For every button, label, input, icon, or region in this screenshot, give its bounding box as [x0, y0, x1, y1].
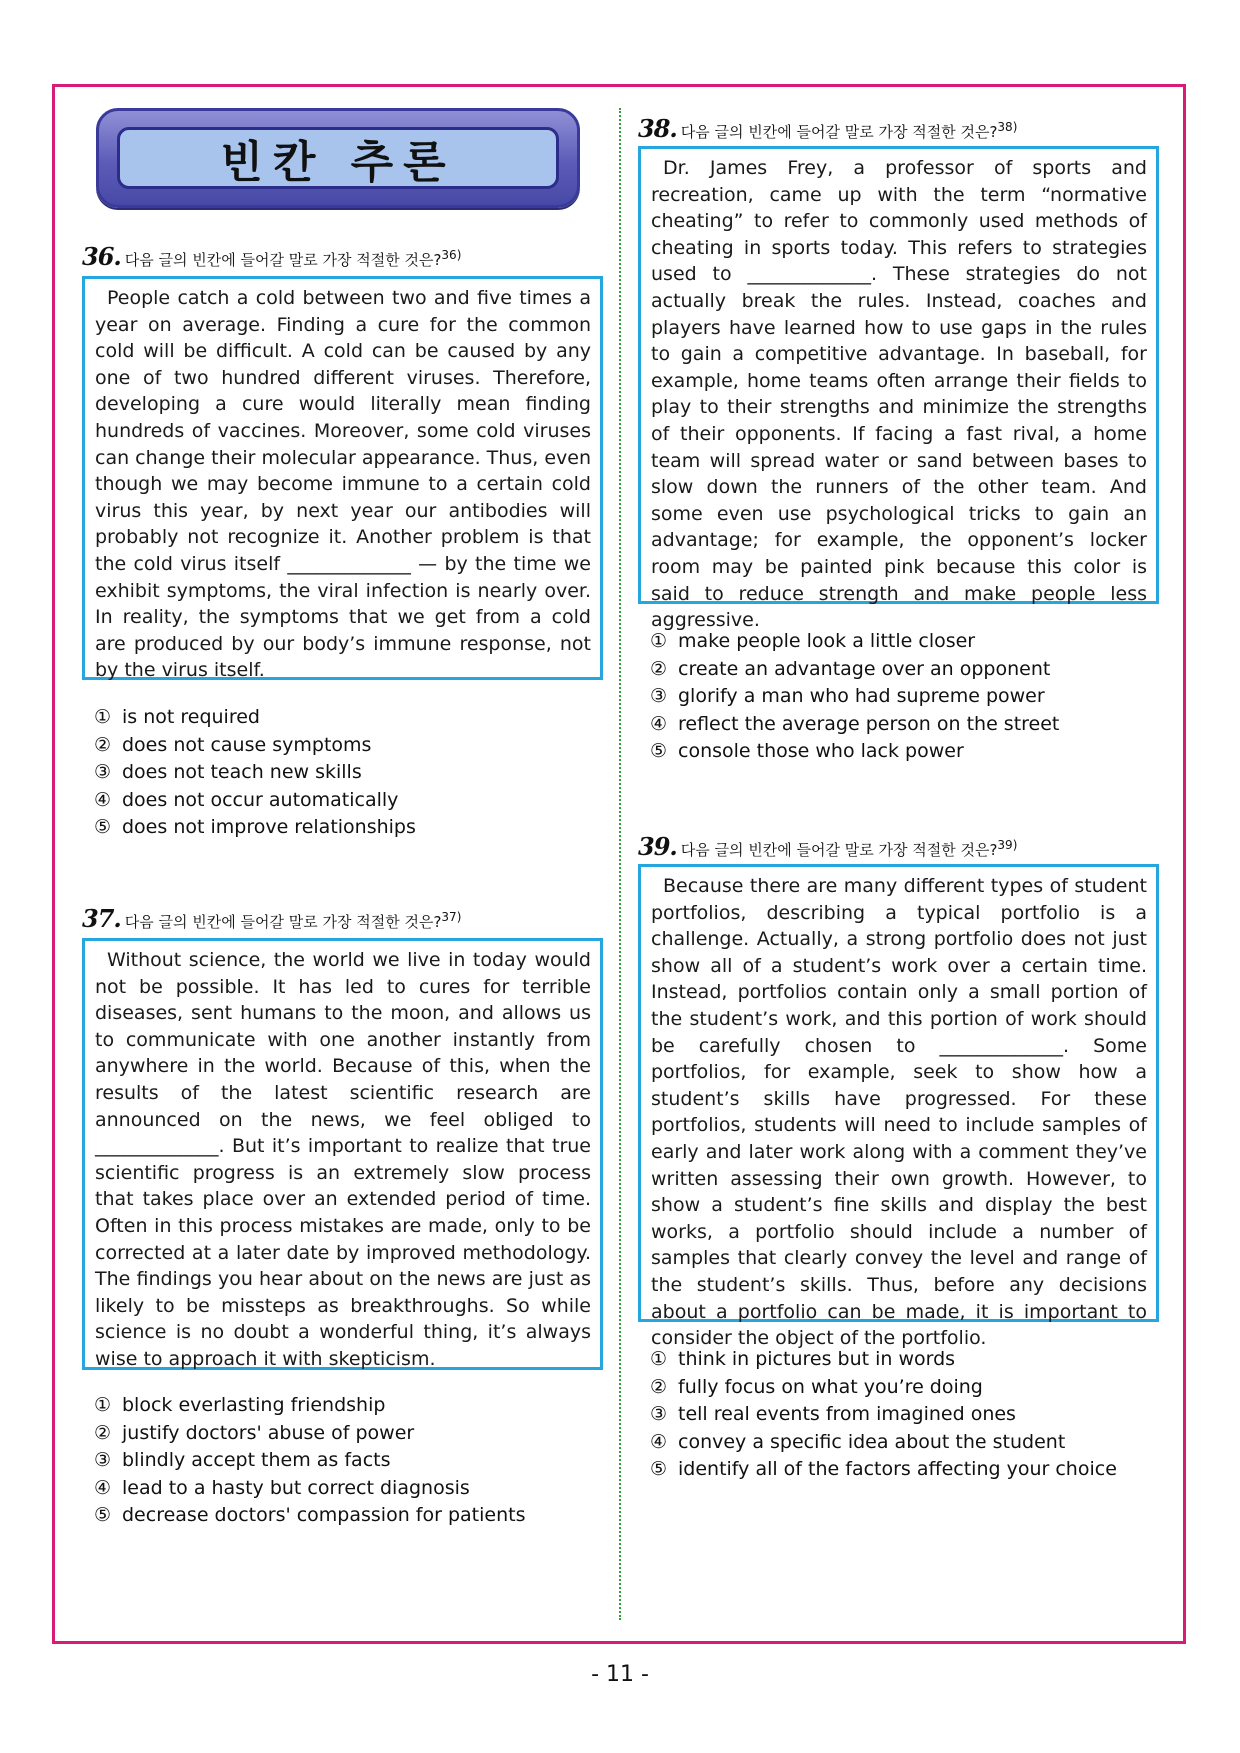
choice-number: ① — [650, 630, 668, 652]
question-36-note: 36) — [441, 248, 462, 262]
question-37-choice-3[interactable] — [94, 1447, 525, 1475]
choice-text: make people look a little closer — [678, 630, 976, 652]
question-39-note: 39) — [997, 838, 1018, 852]
choice-number: ④ — [94, 1476, 112, 1499]
choice-number: ② — [650, 1375, 668, 1398]
question-39-choice-1[interactable] — [650, 1346, 1117, 1374]
question-39-choice-5[interactable] — [650, 1456, 1117, 1484]
question-36-choice-5[interactable] — [94, 814, 416, 842]
question-38-instruction: 다음 글의 빈칸에 들어갈 말로 가장 적절한 것은? — [680, 123, 998, 141]
choice-number: ② — [94, 733, 112, 756]
question-38-choice-1[interactable] — [650, 628, 1059, 656]
question-37-choice-4[interactable] — [94, 1475, 525, 1503]
question-37-instruction: 다음 글의 빈칸에 들어갈 말로 가장 적절한 것은? — [124, 913, 442, 931]
choice-text: create an advantage over an opponent — [678, 657, 1051, 680]
choice-text: does not teach new skills — [122, 761, 362, 783]
question-36-choice-4[interactable] — [94, 787, 416, 815]
choice-text: reflect the average person on the street — [678, 712, 1060, 735]
question-39-instruction: 다음 글의 빈칸에 들어갈 말로 가장 적절한 것은? — [680, 841, 998, 859]
question-38-choice-4[interactable] — [650, 711, 1059, 739]
choice-number: ③ — [94, 761, 112, 783]
choice-text: does not cause symptoms — [122, 733, 372, 756]
choice-text: justify doctors' abuse of power — [122, 1421, 415, 1444]
choice-text: convey a specific idea about the student — [678, 1430, 1066, 1453]
question-39-passage-box — [638, 864, 1159, 1350]
choice-number: ② — [94, 1421, 112, 1444]
question-37-number: 37. — [82, 904, 121, 933]
choice-number: ③ — [650, 1403, 668, 1425]
question-38-passage-box — [638, 146, 1159, 632]
question-39-number: 39. — [638, 832, 677, 861]
question-36-header — [82, 242, 461, 271]
question-39-choice-3[interactable] — [650, 1401, 1117, 1429]
choice-number: ② — [650, 657, 668, 680]
choice-text: glorify a man who had supreme power — [678, 685, 1045, 707]
choice-number: ③ — [650, 685, 668, 707]
question-36-passage: People catch a cold between two and five times a year on average. Finding a cure for the common cold will be difficult. A cold can be caused by any one of two hundred different viruses. Therefore, developing a cure would literally mean finding hundreds of vaccines. Moreover, some cold viruses can change their molecular appearance. Thus, even though we may become immune to a certain cold virus this year, by next year our antibodies will probably not recognize it. Another problem is that the cold virus itself _____________ — by the time we exhibit symptoms, the viral infection is nearly over. In reality, the symptoms that we get from a cold are produced by our body’s immune response, not by the virus itself. — [95, 287, 591, 682]
choice-text: think in pictures but in words — [678, 1348, 956, 1370]
choice-number: ⑤ — [650, 1458, 668, 1480]
choice-number: ④ — [650, 1430, 668, 1453]
question-36-choice-1[interactable] — [94, 704, 416, 732]
question-39-choice-2[interactable] — [650, 1374, 1117, 1402]
question-37-header — [82, 904, 461, 933]
question-38-choice-2[interactable] — [650, 656, 1059, 684]
column-divider — [619, 108, 621, 1620]
question-37-note: 37) — [441, 910, 462, 924]
choice-text: tell real events from imagined ones — [678, 1403, 1016, 1425]
question-38-header — [638, 114, 1017, 143]
choice-number: ① — [650, 1348, 668, 1370]
choice-number: ① — [94, 706, 112, 728]
question-36-number: 36. — [82, 242, 121, 271]
choice-text: blindly accept them as facts — [122, 1449, 391, 1471]
page-number: - 11 - — [591, 1662, 649, 1687]
choice-text: block everlasting friendship — [122, 1394, 386, 1416]
choice-number: ⑤ — [94, 1504, 112, 1526]
section-banner — [96, 108, 580, 208]
choice-number: ⑤ — [94, 816, 112, 838]
choice-text: does not improve relationships — [122, 816, 416, 838]
question-37-choice-5[interactable] — [94, 1502, 525, 1530]
question-38-choice-3[interactable] — [650, 683, 1059, 711]
question-38-choices — [650, 628, 1059, 766]
question-38-passage: Dr. James Frey, a professor of sports and recreation, came up with the term “normative cheating” to refer to commonly used methods of cheating in sports today. This refers to strategies used to _____________. These strategies do not actually break the rules. Instead, coaches and players have learned how to use gaps in the rules to gain a competitive advantage. In baseball, for example, home teams often arrange their fields to play to their strengths and minimize the strengths of their opponents. If facing a fast rival, a home team will spread water or sand between bases to slow down the runners of the other team. And some even use psychological tricks to gain an advantage; for example, the opponent’s locker room may be painted pink because this color is said to reduce strength and make people less aggressive. — [651, 157, 1147, 632]
choice-number: ④ — [650, 712, 668, 735]
choice-number: ⑤ — [650, 740, 668, 762]
question-39-passage: Because there are many different types of student portfolios, describing a typical portfolio is a challenge. Actually, a strong portfolio does not just show all of a student’s work over a certain time. Instead, portfolios contain only a small portion of the student’s work, and this portion of work should be carefully chosen to _____________. Some portfolios, for example, seek to show how a student’s skills have progressed. For these portfolios, students will need to include samples of early and later work along with a comment they’ve written assessing their own growth. However, to show a student’s fine skills and display the best works, a portfolio should include a number of samples that clearly convey the level and range of the student’s skills. Thus, before any decisions about a portfolio can be made, it is important to consider the object of the portfolio. — [651, 875, 1147, 1350]
question-36-instruction: 다음 글의 빈칸에 들어갈 말로 가장 적절한 것은? — [124, 251, 442, 269]
choice-number: ① — [94, 1394, 112, 1416]
choice-text: identify all of the factors affecting your choice — [678, 1458, 1117, 1480]
question-39-choice-4[interactable] — [650, 1429, 1117, 1457]
choice-text: does not occur automatically — [122, 788, 399, 811]
question-38-number: 38. — [638, 114, 677, 143]
question-37-passage-box — [82, 938, 603, 1370]
section-banner-inner — [117, 127, 559, 189]
choice-text: decrease doctors' compassion for patients — [122, 1504, 526, 1526]
question-36-passage-box — [82, 276, 603, 680]
choice-text: fully focus on what you’re doing — [678, 1375, 983, 1398]
question-37-choices — [94, 1392, 525, 1530]
question-36-choice-2[interactable] — [94, 732, 416, 760]
question-37-choice-2[interactable] — [94, 1420, 525, 1448]
choice-text: is not required — [122, 706, 260, 728]
choice-number: ③ — [94, 1449, 112, 1471]
question-37-choice-1[interactable] — [94, 1392, 525, 1420]
question-36-choices — [94, 704, 416, 842]
question-38-note: 38) — [997, 120, 1018, 134]
choice-text: console those who lack power — [678, 740, 964, 762]
choice-text: lead to a hasty but correct diagnosis — [122, 1476, 470, 1499]
section-title: 빈칸 추론 — [220, 137, 456, 188]
question-37-passage: Without science, the world we live in today would not be possible. It has led to cures for terrible diseases, sent humans to the moon, and allows us to communicate with one another instantly from anywhere in the world. Because of this, when the results of the latest scientific research are announced on the news, we feel obliged to _____________. But it’s important to realize that true scientific progress is an extremely slow process that takes place over an extended period of time. Often in this process mistakes are made, only to be corrected at a later date by improved methodology. The findings you hear about on the news are just as likely to be missteps as breakthroughs. So while science is no doubt a wonderful thing, it’s always wise to approach it with skepticism. — [95, 949, 591, 1370]
question-38-choice-5[interactable] — [650, 738, 1059, 766]
question-39-choices — [650, 1346, 1117, 1484]
question-39-header — [638, 832, 1017, 861]
choice-number: ④ — [94, 788, 112, 811]
question-36-choice-3[interactable] — [94, 759, 416, 787]
